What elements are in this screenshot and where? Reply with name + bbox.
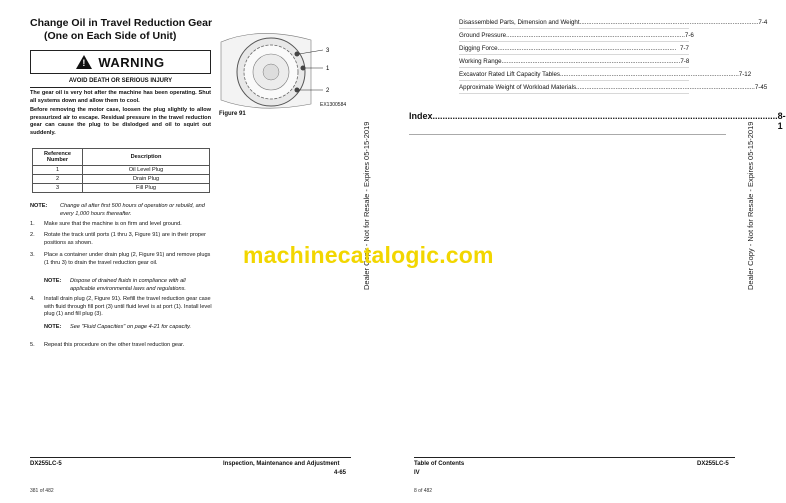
note-text: Change oil after first 500 hours of operation or rebuild, and every 1,000 hours thereafter.: [60, 203, 205, 217]
callout-2: 2: [326, 88, 330, 94]
toc-entry[interactable]: Approximate Weight of Workload Materials ........................................................................................................ 7-45: [459, 81, 689, 94]
toc-label: Approximate Weight of Workload Materials: [459, 83, 577, 91]
step-text: Place a container under drain plug (2, Figure 91) and remove plugs (1 thru 3) to drain the travel reduction gear oil.: [44, 252, 211, 266]
step-number: 1.: [30, 221, 35, 227]
dealer-copy-watermark-right: Dealer Copy - Not for Resale - Expires 05-15-2019: [746, 121, 755, 290]
footer-section: Inspection, Maintenance and Adjustment: [223, 461, 340, 467]
note-text: See "Fluid Capacities" on page 4-21 for capacity.: [70, 324, 192, 330]
step-text: Repeat this procedure on the other travel reduction gear.: [44, 342, 185, 348]
toc-entry[interactable]: Ground Pressure ........................................................................................................ 7-6: [459, 29, 689, 42]
toc-label: Ground Pressure: [459, 31, 507, 39]
table-row: [33, 184, 210, 193]
footer-page-number: 4-65: [334, 470, 347, 476]
table-row: [33, 166, 210, 175]
section-title: [30, 17, 212, 43]
toc-list: [459, 16, 768, 94]
table-cell: Drain Plug: [83, 175, 210, 184]
footer-page-number: IV: [414, 470, 420, 476]
toc-page: 7-45: [754, 83, 768, 91]
table-header-description: Description: [83, 149, 210, 166]
reference-table: [32, 148, 210, 193]
table-cell: Oil Level Plug: [83, 166, 210, 175]
figure-caption: Figure 91: [219, 111, 246, 117]
table-cell: 3: [33, 184, 83, 193]
step-number: 5.: [30, 342, 35, 348]
callout-1: 1: [326, 66, 330, 72]
toc-page: 7-7: [680, 44, 689, 52]
toc-entry[interactable]: Digging Force ........................................................................................................ 7-7: [459, 42, 689, 55]
pdf-page-count: 381 of 482: [30, 488, 54, 494]
toc-entry[interactable]: Working Range ........................................................................................................ 7-8: [459, 55, 689, 68]
footer-model: DX255LC-5: [30, 461, 62, 467]
callout-3: 3: [326, 48, 330, 54]
index-page: 8-1: [777, 111, 786, 131]
toc-entry[interactable]: Disassembled Parts, Dimension and Weight ........................................................................................................ 7-4: [459, 16, 689, 29]
index-label: Index: [409, 111, 433, 121]
table-cell: Fill Plug: [83, 184, 210, 193]
pdf-page-count: 8 of 482: [414, 488, 433, 494]
table-cell: 1: [33, 166, 83, 175]
toc-page: 7-8: [680, 57, 690, 65]
toc-label: Disassembled Parts, Dimension and Weight: [459, 18, 580, 26]
note-disposal: [44, 278, 210, 293]
toc-label: Working Range: [459, 57, 502, 65]
travel-gear-figure: [219, 30, 359, 112]
site-watermark: machinecatalogic.com: [243, 242, 494, 268]
warning-label: WARNING: [98, 54, 165, 70]
toc-page: 7-6: [684, 31, 694, 39]
figure-code: EX1300584: [320, 102, 347, 108]
footer-divider: [414, 457, 735, 458]
title-line-2: (One on Each Side of Unit): [44, 30, 177, 42]
table-header-reference: Reference Number: [33, 149, 83, 166]
step-text: Install drain plug (2, Figure 91). Refill the travel reduction gear case with fluid through fill port (3) until fluid level is at port (1). Install level plug (1) and fill plug (3).: [44, 296, 212, 317]
footer-section: Table of Contents: [414, 461, 465, 467]
warning-paragraph-1: The gear oil is very hot after the machine has been operating. Shut all systems down and allow them to cool.: [30, 90, 211, 104]
table-cell: 2: [33, 175, 83, 184]
note-capacity: [44, 324, 210, 332]
step-number: 3.: [30, 252, 35, 258]
step-number: 2.: [30, 232, 35, 238]
footer-divider: [30, 457, 351, 458]
avoid-death-text: AVOID DEATH OR SERIOUS INJURY: [30, 78, 211, 88]
toc-label: Digging Force: [459, 44, 498, 52]
step-number: 4.: [30, 296, 35, 302]
step-text: Rotate the track until ports (1 thru 3, Figure 91) are in their proper positions as shown.: [44, 232, 206, 246]
toc-index-entry[interactable]: Index .......................................................................................................................................... 8-1: [409, 111, 726, 135]
dealer-copy-watermark-left: Dealer Copy - Not for Resale - Expires 05-15-2019: [362, 121, 371, 290]
toc-label: Excavator Rated Lift Capacity Tables: [459, 70, 560, 78]
note-text: Dispose of drained fluids in compliance with all applicable environmental laws and regulations.: [70, 278, 186, 292]
title-line-1: Change Oil in Travel Reduction Gear: [30, 17, 213, 29]
step-text: Make sure that the machine is on firm and level ground.: [44, 221, 182, 227]
toc-entry[interactable]: Excavator Rated Lift Capacity Tables ........................................................................................................ 7-12: [459, 68, 689, 81]
note-oil-interval: [30, 203, 210, 218]
toc-page: 7-4: [758, 18, 768, 26]
warning-triangle-icon: !: [76, 55, 92, 69]
note-label: NOTE:: [44, 324, 62, 330]
note-label: NOTE:: [44, 278, 62, 284]
footer-model: DX255LC-5: [697, 461, 729, 467]
warning-paragraph-2: Before removing the motor case, loosen the plug slightly to allow pressurized air to escape. Residual pressure in the travel reduction gear can cause the plug to be dislodged and oil to squirt out suddenly.: [30, 107, 211, 136]
toc-page: 7-12: [738, 70, 752, 78]
note-label: NOTE:: [30, 203, 48, 209]
table-row: [33, 175, 210, 184]
warning-banner: [30, 50, 211, 74]
